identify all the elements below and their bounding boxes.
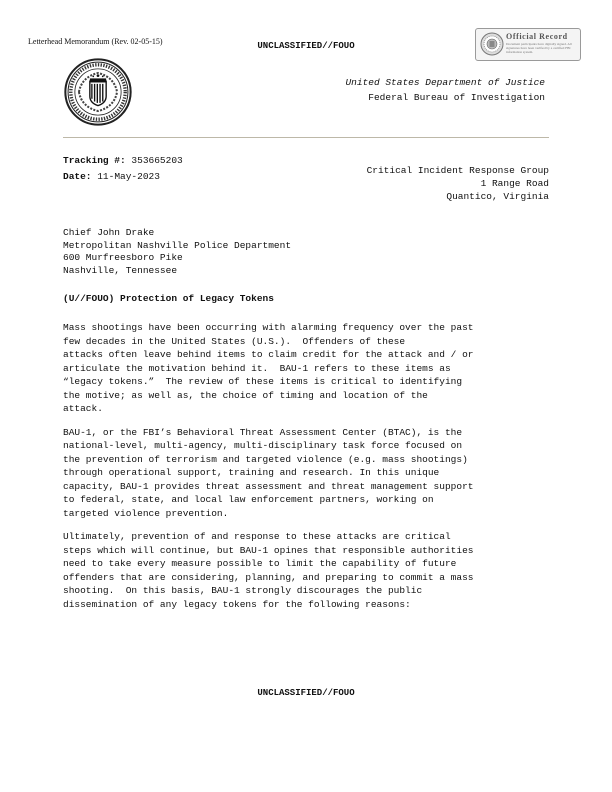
body-line: to federal, state, and local law enforcement partners, working on: [63, 494, 434, 505]
department-name: United States Department of Justice: [345, 77, 545, 88]
body-line: attack.: [63, 403, 103, 414]
body-line: articulate the motivation behind it. BAU-1 refers to these items as: [63, 362, 451, 374]
body-line: steps which will continue, but BAU-1 opines that responsible authorities: [63, 544, 474, 556]
body-line: capacity, BAU-1 provides threat assessment and threat management support: [63, 480, 474, 492]
recipient-city: Nashville, Tennessee: [63, 264, 178, 276]
body-line: through operational support, training and research. In this unique: [63, 467, 440, 478]
sender-address: [367, 164, 549, 203]
memo-meta: [63, 153, 183, 184]
tracking-number: 353665203: [131, 155, 183, 166]
subject-line: (U//FOUO) Protection of Legacy Tokens: [63, 293, 274, 304]
body-paragraph: [63, 426, 553, 521]
stamp-title: Official Record: [506, 32, 568, 41]
recipient-name: Chief John Drake: [63, 227, 155, 238]
body-line: national-level, multi-agency, multi-disciplinary task force focused on: [63, 440, 463, 451]
header-divider: [63, 137, 549, 138]
body-line: few decades in the United States (U.S.). Offenders of these: [63, 335, 406, 347]
body-paragraph: [63, 530, 553, 611]
body-paragraph: [63, 321, 553, 416]
body-line: the motive; as well as, the choice of timing and location of the: [63, 389, 428, 401]
body-line: shooting. On this basis, BAU-1 strongly discourages the public: [63, 585, 423, 596]
body-line: “legacy tokens.” The review of these items is critical to identifying: [63, 376, 463, 387]
date-label: Date:: [63, 170, 92, 182]
body-line: targeted violence prevention.: [63, 507, 229, 519]
tracking-row: [63, 153, 183, 169]
form-revision-label: Letterhead Memorandum (Rev. 02-05-15): [28, 37, 163, 46]
recipient-address: [63, 227, 291, 277]
fbi-seal-small-icon: [480, 32, 504, 56]
sender-line: Critical Incident Response Group: [366, 165, 549, 176]
date-row: [63, 169, 183, 185]
body-line: attacks often leave behind items to claim credit for the attack and / or: [63, 349, 474, 360]
stamp-text: Document participants have digitally signed. All signatures have been verified by a certified FBI information system.: [506, 42, 572, 55]
agency-block: [345, 75, 545, 105]
fbi-seal-icon: [64, 58, 132, 126]
classification-footer: UNCLASSIFIED//FOUO: [257, 688, 355, 698]
recipient-org: Metropolitan Nashville Police Department: [63, 239, 292, 251]
memo-body: [63, 321, 553, 621]
body-line: Ultimately, prevention of and response to these attacks are critical: [63, 531, 451, 542]
body-line: Mass shootings have been occurring with alarming frequency over the past: [63, 322, 474, 333]
body-line: the prevention of terrorism and targeted violence (e.g. mass shootings): [63, 453, 468, 465]
sender-line: 1 Range Road: [480, 178, 549, 189]
official-record-stamp: [475, 28, 581, 61]
tracking-label: Tracking #:: [63, 155, 126, 166]
body-line: BAU-1, or the FBI’s Behavioral Threat Assessment Center (BTAC), is the: [63, 426, 463, 438]
classification-header: UNCLASSIFIED//FOUO: [257, 41, 355, 51]
sender-line: Quantico, Virginia: [446, 191, 549, 202]
body-line: need to take every measure possible to limit the capability of future: [63, 558, 457, 569]
bureau-name: Federal Bureau of Investigation: [368, 92, 545, 103]
body-line: dissemination of any legacy tokens for the following reasons:: [63, 598, 411, 610]
body-line: offenders that are considering, planning, and preparing to commit a mass: [63, 571, 474, 583]
date-value: 11-May-2023: [97, 170, 160, 182]
recipient-street: 600 Murfreesboro Pike: [63, 252, 183, 263]
